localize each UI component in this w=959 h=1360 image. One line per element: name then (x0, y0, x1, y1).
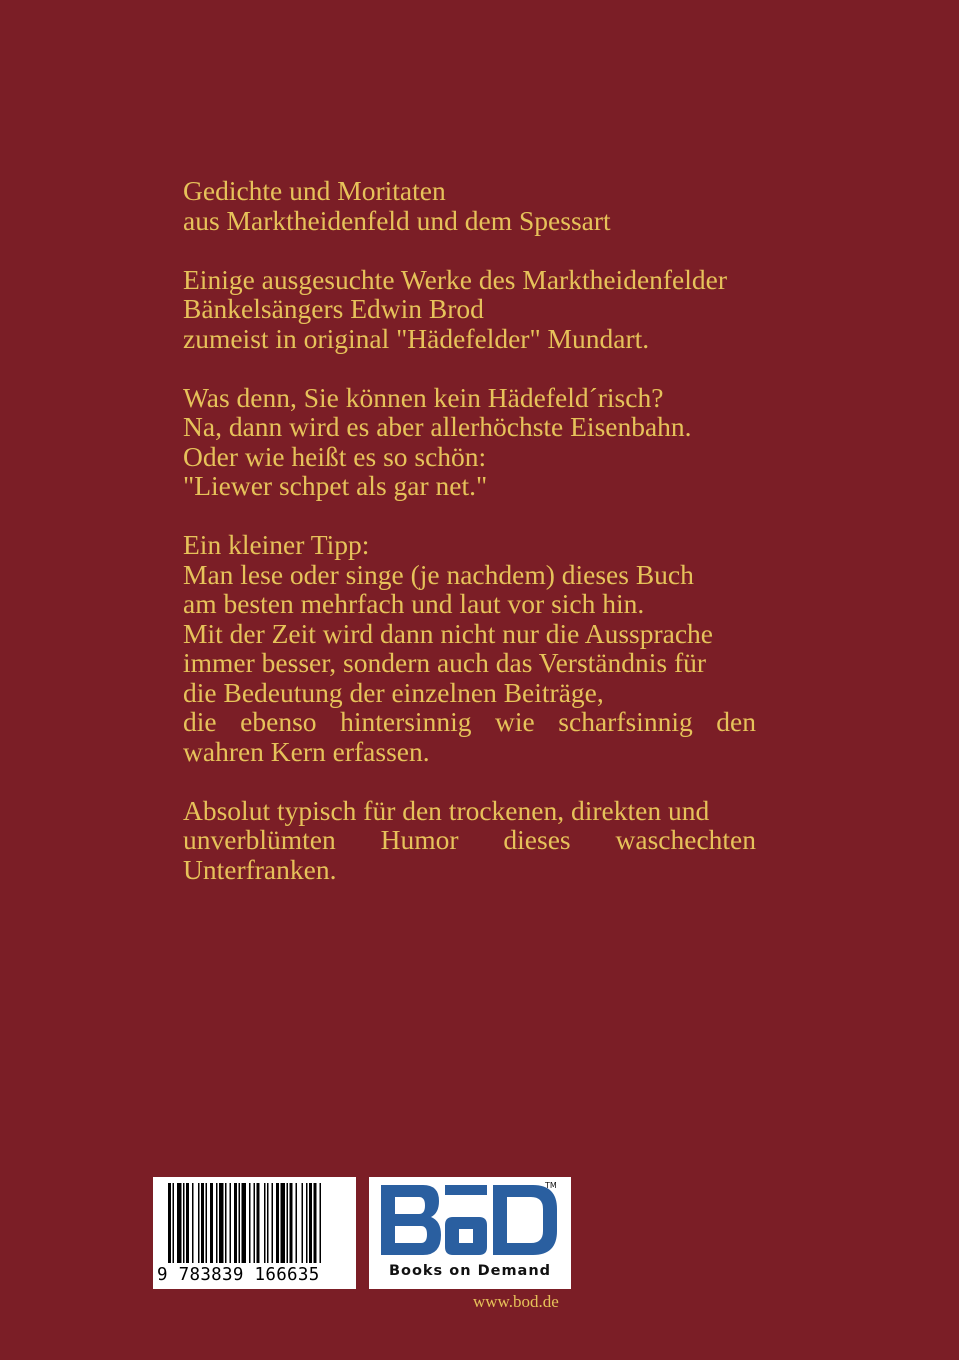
text-line: immer besser, sondern auch das Verständnis für (183, 647, 707, 678)
bod-logo-icon (369, 1177, 571, 1263)
text-line: Unterfranken. (183, 853, 337, 885)
bod-logo (369, 1177, 571, 1289)
barcode-bar (239, 1183, 241, 1263)
text-line: am besten mehrfach und laut vor sich hin. (183, 588, 645, 619)
text-line: Bänkelsängers Edwin Brod (183, 293, 484, 324)
barcode-bar (267, 1183, 269, 1263)
barcode-bar (296, 1183, 298, 1263)
text-line: Absolut typisch für den trockenen, direkten und (183, 794, 710, 826)
para-tip (183, 530, 756, 766)
barcode-bar (254, 1183, 256, 1263)
barcode-bar (198, 1183, 200, 1263)
barcode-bar (257, 1183, 260, 1263)
barcode-bar (287, 1183, 289, 1263)
text-line: zumeist in original "Hädefelder" Mundart. (183, 322, 650, 354)
barcode-bar (177, 1183, 182, 1263)
barcode-bar (230, 1183, 232, 1263)
barcode-bar (186, 1183, 189, 1263)
barcode-bar (192, 1183, 194, 1263)
barcode-bar (302, 1183, 304, 1263)
para-question (183, 383, 756, 501)
trademark-label: TM (545, 1181, 557, 1190)
text-line: unverblümten Humor dieses waschechten (183, 824, 756, 855)
bod-tagline: Books on Demand (388, 1263, 552, 1279)
barcode-bar (219, 1183, 224, 1263)
barcode-bar (320, 1183, 322, 1263)
publisher-website[interactable]: www.bod.de (473, 1292, 559, 1311)
text-line: wahren Kern erfassen. (183, 735, 430, 767)
barcode-bar (206, 1183, 208, 1263)
text-line: Ein kleiner Tipp: (183, 529, 370, 560)
barcode-bar (242, 1183, 247, 1263)
text-line: aus Marktheidenfeld und dem Spessart (183, 204, 611, 236)
text-line: Oder wie heißt es so schön: (183, 440, 487, 472)
text-line: Gedichte und Moritaten (183, 175, 446, 206)
barcode-bar (234, 1183, 237, 1263)
isbn-barcode (153, 1177, 356, 1289)
barcode-bar (290, 1183, 293, 1263)
para-subtitle (183, 176, 756, 235)
text-line: die ebenso hintersinnig wie scharfsinnig den (183, 706, 756, 737)
text-line: Mit der Zeit wird dann nicht nur die Aussprache (183, 617, 714, 649)
barcode-bar (183, 1183, 185, 1263)
barcode-bar (281, 1183, 286, 1263)
barcode-bar (276, 1183, 279, 1263)
barcode-bar (216, 1183, 218, 1263)
barcode-bar (249, 1183, 251, 1263)
barcode-bar (210, 1183, 213, 1263)
barcode-bar (168, 1183, 171, 1263)
text-line: die Bedeutung der einzelnen Beiträge, (183, 676, 604, 708)
barcode-bar (306, 1183, 308, 1263)
barcode-bar (314, 1183, 317, 1263)
text-line: Was denn, Sie können kein Hädefeld´risch? (183, 381, 664, 413)
barcode-bar (264, 1183, 266, 1263)
text-line: "Liewer schpet als gar net." (183, 470, 488, 501)
barcode-bar (309, 1183, 312, 1263)
barcode-bars (168, 1183, 342, 1263)
text-line: Man lese oder singe (je nachdem) dieses Buch (183, 558, 694, 590)
barcode-bar (201, 1183, 204, 1263)
barcode-bar (272, 1183, 274, 1263)
text-line: Na, dann wird es aber allerhöchste Eisenbahn. (183, 411, 692, 442)
barcode-digits: 9 783839 166635 (157, 1265, 320, 1285)
barcode-bar (173, 1183, 175, 1263)
text-line: Einige ausgesuchte Werke des Marktheidenfelder (183, 263, 728, 295)
barcode-bar (225, 1183, 227, 1263)
para-description (183, 265, 756, 354)
para-humor (183, 796, 756, 885)
back-cover-text (183, 176, 756, 914)
